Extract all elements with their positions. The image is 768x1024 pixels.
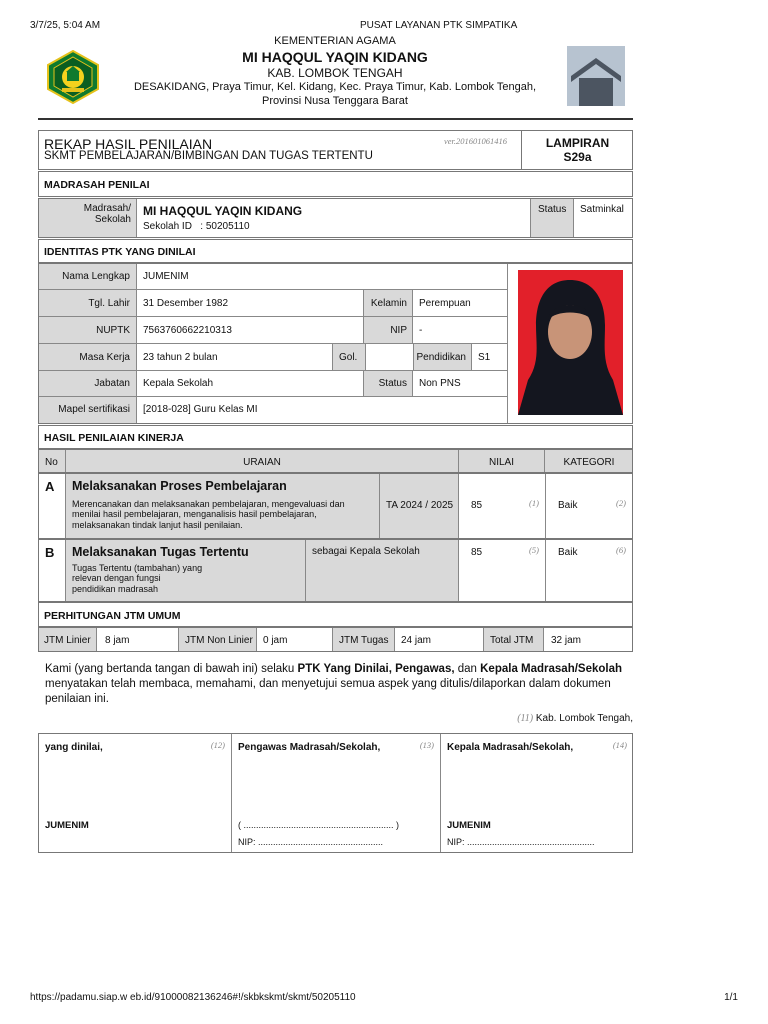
sekolah-id-value: : 50205110 — [200, 221, 250, 232]
document-subtitle: SKMT PEMBELAJARAN/BIMBINGAN DAN TUGAS TERTENTU — [44, 150, 373, 162]
row-a-ref-2: (2) — [616, 498, 626, 508]
ptk-nama-label: Nama Lengkap — [39, 264, 136, 290]
regency-name: KAB. LOMBOK TENGAH — [267, 66, 403, 81]
ministry-logo — [46, 50, 100, 104]
label-sekolah: Sekolah — [94, 214, 131, 225]
sign-kepala-title: Kepala Madrasah/Sekolah, — [447, 742, 574, 753]
jtm-linier-label: JTM Linier — [39, 628, 96, 651]
row-b-uraian — [65, 540, 305, 601]
ptk-lahir-value: 31 Desember 1982 — [136, 290, 363, 317]
sign-ptk-title: yang dinilai, — [45, 742, 103, 753]
row-a-no: A — [45, 479, 55, 494]
row-b-nilai: 85 — [471, 547, 483, 558]
place-ref: (11) — [517, 713, 534, 724]
ptk-section-header — [38, 239, 633, 263]
sign-pengawas-nip: NIP: .................................................. — [238, 837, 384, 847]
col-kategori: KATEGORI — [563, 457, 615, 468]
sign-ptk-ref: (12) — [210, 740, 225, 750]
row-b-no: B — [45, 545, 55, 560]
lampiran-box — [521, 131, 633, 170]
jtm-total-value: 32 jam — [543, 628, 633, 651]
ptk-mapel-value: [2018-028] Guru Kelas MI — [136, 397, 507, 423]
madrasah-status-value: Satminkal — [573, 199, 633, 237]
ptk-photo — [518, 270, 623, 415]
row-a-desc-3: melaksanakan tindak lanjut hasil penilaian. — [72, 519, 243, 530]
ptk-kelamin-value: Perempuan — [412, 290, 507, 317]
signature-table — [38, 733, 633, 853]
section-title: PERHITUNGAN JTM UMUM — [44, 610, 181, 622]
row-a-desc-2: menilai hasil pembelajaran, menganalisis hasil pembelajaran, — [72, 509, 317, 520]
print-datetime: 3/7/25, 5:04 AM — [30, 20, 101, 31]
madrasah-row — [38, 198, 633, 238]
section-title: HASIL PENILAIAN KINERJA — [44, 432, 184, 444]
document-title-block — [38, 130, 633, 170]
address-line-1: DESAKIDANG, Praya Timur, Kel. Kidang, Kec. Praya Timur, Kab. Lombok Tengah, — [133, 81, 537, 94]
jtm-tugas-value: 24 jam — [394, 628, 483, 651]
print-url: https://padamu.siap.w eb.id/91000082136246#!/skbkskmt/skmt/50205110 — [30, 992, 356, 1003]
label-madrasah: Madrasah/ — [83, 203, 131, 214]
row-a-ref-1: (1) — [529, 498, 539, 508]
lampiran-label: LAMPIRAN — [545, 136, 610, 150]
jtm-total-label: Total JTM — [483, 628, 543, 651]
row-b-kategori: Baik — [558, 547, 578, 558]
sign-pengawas-title: Pengawas Madrasah/Sekolah, — [238, 742, 381, 753]
signature-ptk — [39, 734, 231, 852]
kinerja-table-header — [38, 449, 633, 473]
ptk-nip-label: NIP — [363, 317, 412, 344]
statement-text-4: penilaian ini. — [45, 692, 109, 705]
row-b-ref-2: (6) — [616, 545, 626, 555]
madrasah-section-header — [38, 171, 633, 197]
row-b-title: Melaksanakan Tugas Tertentu — [72, 545, 249, 559]
jtm-linier-value: 8 jam — [96, 628, 178, 651]
kinerja-section-header — [38, 425, 633, 449]
row-a-title: Melaksanakan Proses Pembelajaran — [72, 479, 287, 493]
ptk-gol-value — [365, 344, 413, 371]
row-a-nilai: 85 — [471, 500, 483, 511]
ptk-photo-cell — [507, 264, 632, 423]
row-b-ref-1: (5) — [529, 545, 539, 555]
jtm-nonlinier-label: JTM Non Linier — [178, 628, 256, 651]
madrasah-status-label: Status — [530, 199, 573, 237]
row-a-kategori: Baik — [558, 500, 578, 511]
jtm-row — [38, 627, 633, 652]
row-a-period: TA 2024 / 2025 — [379, 474, 459, 538]
jtm-tugas-label: JTM Tugas — [332, 628, 394, 651]
school-photo-placeholder — [567, 46, 625, 106]
letterhead — [130, 35, 540, 109]
ptk-status-value: Non PNS — [412, 371, 507, 397]
ptk-nuptk-label: NUPTK — [39, 317, 136, 344]
section-title: MADRASAH PENILAI — [44, 179, 150, 191]
jtm-nonlinier-value: 0 jam — [256, 628, 332, 651]
statement-paragraph — [45, 662, 635, 707]
document-version: ver.201601061416 — [444, 136, 508, 146]
place-line — [517, 713, 633, 724]
ptk-pendidikan-label: Pendidikan — [413, 344, 471, 371]
ptk-nuptk-value: 7563760662210313 — [136, 317, 363, 344]
madrasah-label-cell — [39, 199, 136, 237]
madrasah-value-cell — [136, 199, 530, 237]
ptk-masa-value: 23 tahun 2 bulan — [136, 344, 332, 371]
col-no: No — [45, 457, 58, 468]
ptk-identity-table — [38, 263, 633, 424]
ptk-mapel-label: Mapel sertifikasi — [39, 397, 136, 423]
ministry-name: KEMENTERIAN AGAMA — [274, 35, 396, 47]
address-line-2: Provinsi Nusa Tenggara Barat — [262, 95, 408, 107]
col-divider — [545, 474, 546, 538]
ptk-lahir-label: Tgl. Lahir — [39, 290, 136, 317]
statement-text-1: Kami (yang bertanda tangan di bawah ini) selaku — [45, 663, 298, 675]
section-title: IDENTITAS PTK YANG DINILAI — [44, 246, 196, 258]
row-b-desc-2: relevan dengan fungsi — [72, 573, 161, 584]
signature-kepala — [441, 734, 633, 852]
sign-kepala-nip: NIP: ................................................... — [447, 837, 595, 847]
kinerja-row-a — [38, 473, 633, 539]
statement-text-3: menyatakan telah membaca, memahami, dan menyetujui semua aspek yang ditulis/dilaporkan dalam dokumen — [45, 677, 611, 690]
madrasah-name: MI HAQQUL YAQIN KIDANG — [143, 204, 303, 218]
sign-ptk-name: JUMENIM — [45, 820, 89, 831]
ptk-gol-label: Gol. — [332, 344, 365, 371]
row-b-role: sebagai Kepala Sekolah — [305, 540, 459, 601]
sign-kepala-name: JUMENIM — [447, 820, 491, 831]
ptk-nip-value: - — [412, 317, 507, 344]
ptk-pendidikan-value: S1 — [471, 344, 507, 371]
statement-bold-2: Kepala Madrasah/Sekolah — [480, 663, 623, 675]
col-uraian: URAIAN — [65, 450, 459, 472]
row-a-desc-1: Merencanakan dan melaksanakan pembelajaran, mengevaluasi dan — [72, 499, 345, 509]
letterhead-divider — [38, 118, 633, 120]
ptk-kelamin-label: Kelamin — [363, 290, 412, 317]
school-name: MI HAQQUL YAQIN KIDANG — [242, 48, 428, 65]
signature-pengawas — [231, 734, 441, 852]
statement-text-2: dan — [454, 663, 481, 675]
lampiran-code: S29a — [563, 149, 592, 164]
ptk-jabatan-label: Jabatan — [39, 371, 136, 397]
ptk-status-label: Status — [363, 371, 412, 397]
print-page: 1/1 — [724, 992, 738, 1003]
ptk-masa-label: Masa Kerja — [39, 344, 136, 371]
document-title: REKAP HASIL PENILAIAN — [44, 136, 213, 152]
sign-pengawas-name: ( ............................................................ ) — [238, 820, 400, 830]
sign-pengawas-ref: (13) — [419, 740, 434, 750]
col-divider — [545, 540, 546, 601]
row-b-desc-3: pendidikan madrasah — [72, 583, 159, 594]
ptk-jabatan-value: Kepala Sekolah — [136, 371, 363, 397]
jtm-section-header — [38, 602, 633, 627]
ptk-nama-value: JUMENIM — [136, 264, 507, 290]
col-nilai: NILAI — [459, 450, 545, 472]
print-header — [30, 20, 738, 31]
row-b-desc-1: Tugas Tertentu (tambahan) yang — [72, 563, 203, 573]
print-footer — [30, 992, 738, 1003]
sign-kepala-ref: (14) — [612, 740, 627, 750]
row-a-uraian — [65, 474, 379, 538]
sekolah-id-label: Sekolah ID — [143, 221, 192, 232]
statement-bold-1: PTK Yang Dinilai, Pengawas, — [297, 663, 455, 675]
kinerja-row-b — [38, 539, 633, 602]
place-text: Kab. Lombok Tengah, — [535, 713, 633, 724]
print-title: PUSAT LAYANAN PTK SIMPATIKA — [360, 20, 518, 31]
